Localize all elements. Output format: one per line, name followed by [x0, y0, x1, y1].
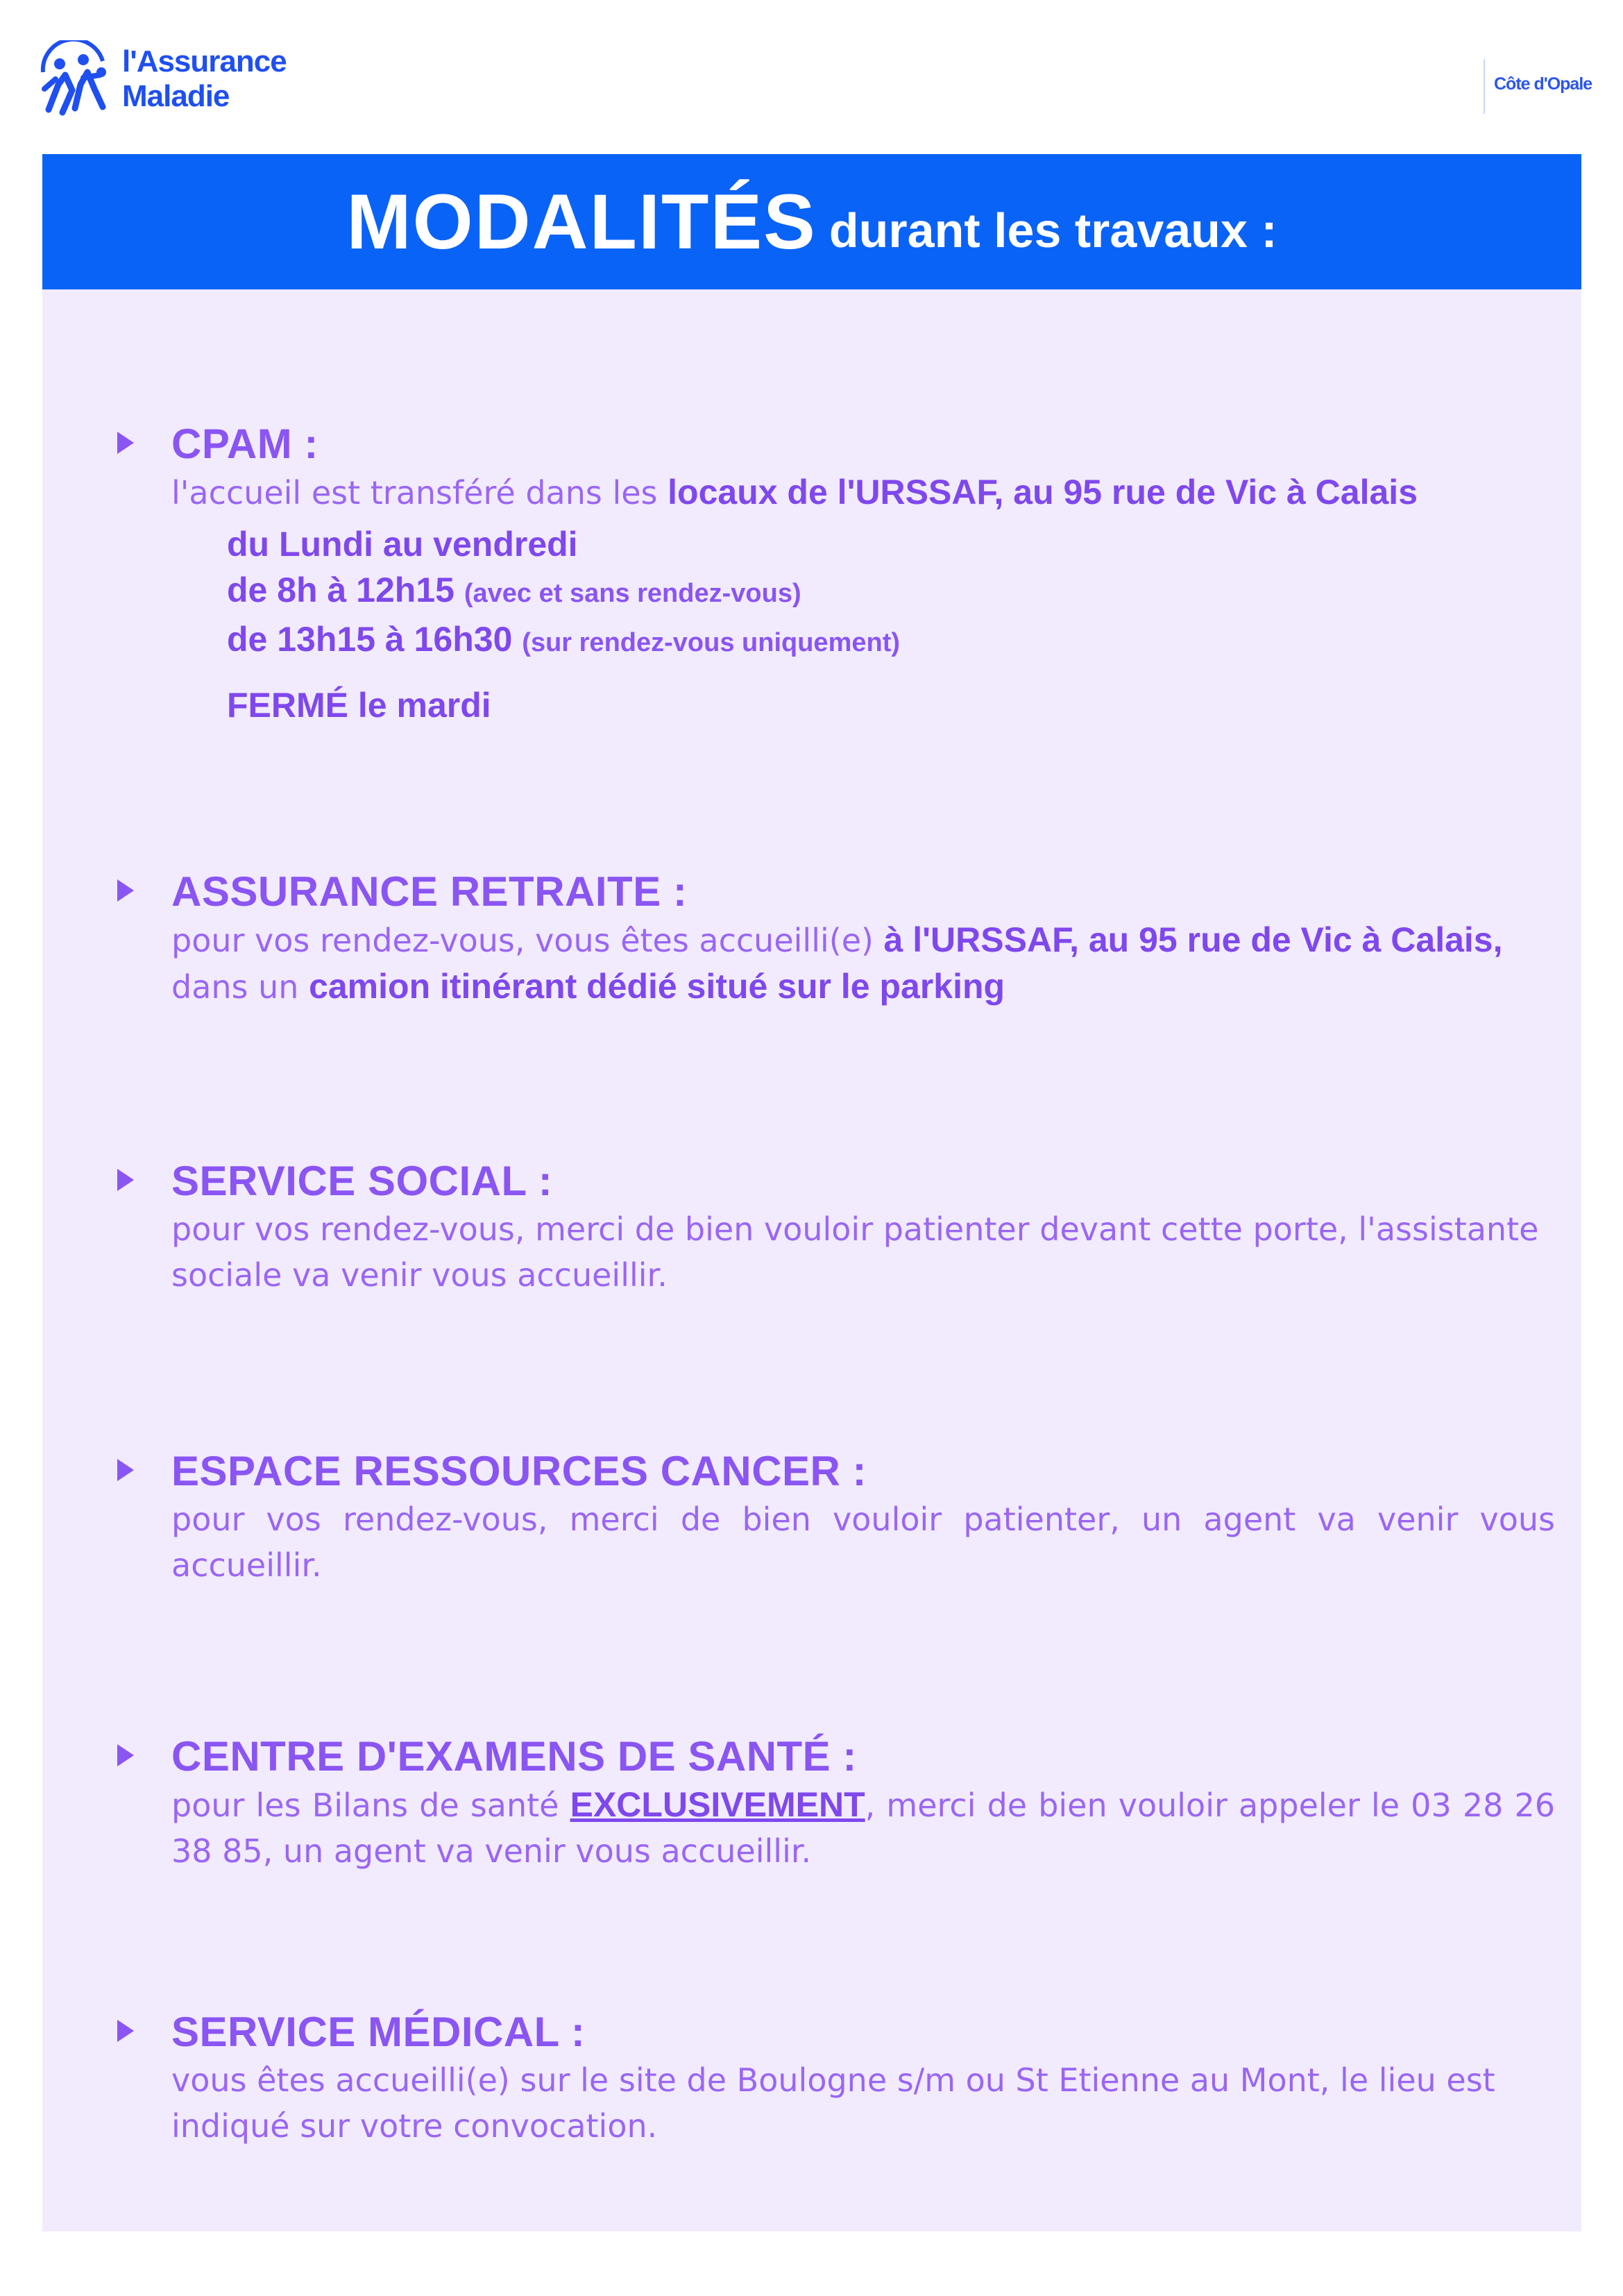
- cpam-slot2-note: (sur rendez-vous uniquement): [522, 628, 901, 657]
- bullet-arrow-icon: [117, 1169, 134, 1191]
- logo-line1: l'Assurance: [122, 44, 287, 78]
- cpam-intro-bold: locaux de l'URSSAF, au 95 rue de Vic à Calais: [668, 473, 1418, 512]
- cpam-slot2: [227, 616, 1555, 666]
- cpam-slot1-time: de 8h à 12h15: [227, 571, 454, 609]
- bullet-arrow-icon: [117, 879, 134, 902]
- banner-subtitle: durant les travaux :: [829, 203, 1277, 258]
- section-title: SERVICE MÉDICAL :: [171, 2009, 586, 2055]
- section-title: CPAM :: [171, 421, 318, 467]
- cpam-intro: l'accueil est transféré dans les: [171, 474, 668, 512]
- retraite-text1: pour vos rendez-vous, vous êtes accueilli(e): [171, 922, 884, 959]
- cpam-days: du Lundi au vendredi: [227, 525, 578, 564]
- logo-emblem-icon: [35, 40, 112, 122]
- logo-line2: Maladie: [122, 79, 230, 113]
- section-text: [171, 917, 1555, 1010]
- retraite-bold1: à l'URSSAF, au 95 rue de Vic à Calais,: [883, 920, 1503, 959]
- cpam-slot1: [227, 567, 1555, 616]
- section-text: pour vos rendez-vous, merci de bien vouloir patienter, un agent va venir vous accueillir.: [171, 1501, 1555, 1584]
- title-banner: [42, 154, 1581, 289]
- examens-exclusively: EXCLUSIVEMENT: [570, 1785, 865, 1824]
- region-label: Côte d'Opale: [1494, 74, 1592, 94]
- cpam-slot1-note: (avec et sans rendez-vous): [464, 579, 801, 608]
- section-title: SERVICE SOCIAL :: [171, 1158, 553, 1204]
- bullet-arrow-icon: [117, 432, 134, 454]
- section-text: [171, 469, 1555, 516]
- section-cancer: [126, 1446, 1555, 1588]
- cpam-closed: FERMÉ le mardi: [227, 686, 491, 725]
- section-title: ASSURANCE RETRAITE :: [171, 868, 688, 915]
- section-text: pour vos rendez-vous, merci de bien vouloir patienter devant cette porte, l'assistante sociale va venir vous accueillir.: [171, 1210, 1539, 1294]
- examens-text2: , merci de bien vouloir appeler le 03 28 26 38 85, un agent va venir vous accueillir.: [171, 1787, 1556, 1870]
- content-panel: [42, 289, 1581, 2231]
- retraite-line2: [171, 963, 1555, 1010]
- cpam-slot2-time: de 13h15 à 16h30: [227, 620, 513, 659]
- bullet-arrow-icon: [117, 1459, 134, 1481]
- section-text: [171, 1782, 1555, 1874]
- bullet-arrow-icon: [117, 2020, 134, 2042]
- section-social: [126, 1156, 1555, 1298]
- section-medical: [126, 2007, 1555, 2149]
- section-text: vous êtes accueilli(e) sur le site de Boulogne s/m ou St Etienne au Mont, le lieu est indiqué sur votre convocation.: [171, 2061, 1495, 2145]
- examens-text1: pour les Bilans de santé: [171, 1787, 570, 1824]
- retraite-bold2: camion itinérant dédié situé sur le parking: [309, 967, 1005, 1006]
- banner-title: MODALITÉS: [346, 178, 817, 265]
- bullet-arrow-icon: [117, 1744, 134, 1766]
- section-title: ESPACE RESSOURCES CANCER :: [171, 1448, 867, 1494]
- logo-wordmark: [122, 44, 287, 114]
- section-examens: [126, 1732, 1555, 1874]
- header-divider: [1484, 60, 1485, 114]
- section-retraite: [126, 867, 1555, 1010]
- retraite-line1: [171, 917, 1555, 963]
- cpam-hours: [227, 521, 1555, 728]
- section-title: CENTRE D'EXAMENS DE SANTÉ :: [171, 1733, 857, 1780]
- section-cpam: [126, 419, 1555, 728]
- retraite-text2: dans un: [171, 968, 309, 1006]
